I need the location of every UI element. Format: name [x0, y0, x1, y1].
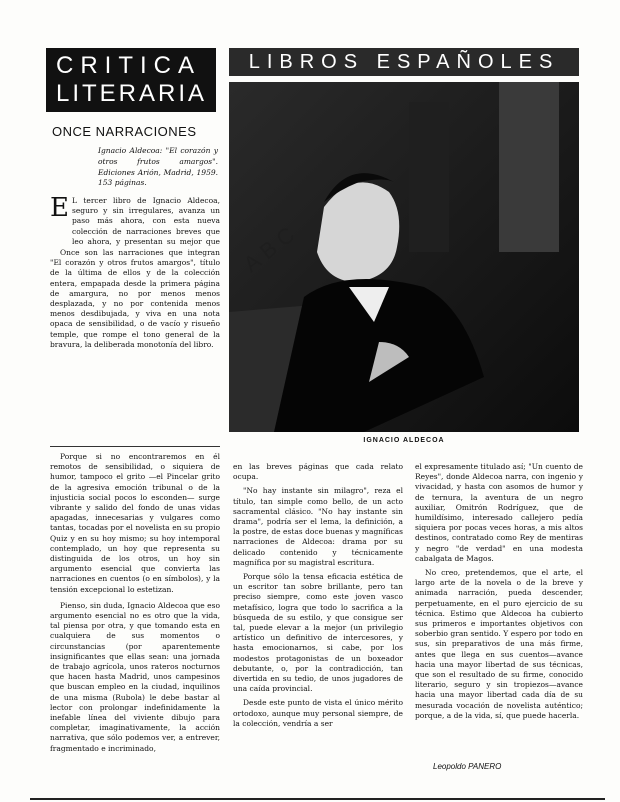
section-title-line2: LITERARIA [56, 80, 208, 107]
article-heading: ONCE NARRACIONES [52, 124, 197, 139]
column-1-bottom [50, 452, 220, 787]
paragraph: en las breves páginas que cada relato ocupa. [233, 462, 403, 482]
column-3 [415, 462, 583, 757]
paragraph: Porque sólo la tensa eficacia estética de un escritor tan sobre brillante, pero tan preciso siempre, como este joven vasco metafísico, logra que todo lo sacrifica a la búsqueda de su estilo, y que consigue ser tal, puede elevar a la mejor (un privilegio artístico un definitivo de intercesores, y hasta emocionarnos, si cabe, por los modestos protagonistas de un boxeador debutante, o, por la contradicción, tan divertida en su tedio, de unos jugadores de una caída provincial. [233, 572, 403, 694]
photo-caption: IGNACIO ALDECOA [363, 437, 445, 444]
paragraph: Porque si no encontraremos en él remotos de sensibilidad, o siquiera de humor, tampoco el grito —el Pincelar grito de la agresiva emoción tribunal o de la injusticia social pocos lo esconden— surge vibrante y salido del fondo de unas vidas apagadas, innecesarias y vulgares como tantas, tocadas por el novelista en su propio Quiz y en su hoy mismo; su hoy intemporal contemplado, un hoy que representa su distinguida de los otros, un hoy sin argumento esencial que convierta las narraciones en cuentos (o en símbolos), y la tensión excepcional lo estetizan. [50, 452, 220, 594]
column-1-top [72, 196, 220, 248]
column-2 [233, 462, 403, 787]
drop-cap: E [50, 193, 69, 223]
bottom-rule [30, 798, 605, 800]
watermark: ABC [238, 218, 304, 277]
column-divider [50, 446, 220, 447]
author-portrait-illustration [229, 82, 579, 432]
author-signature: Leopoldo PANERO [433, 762, 502, 771]
paragraph: L tercer libro de Ignacio Aldecoa, seguro y sin irregulares, avanza un paso más ahora, con esta nueva colección de narraciones breves que leo ahora, y presentan su mejor que [72, 196, 220, 246]
paragraph: Pienso, sin duda, Ignacio Aldecoa que eso argumento esencial no es otro que la vida, tal piensa por otra, y que tomando esta en cualquiera de sus momentos o circunstancias (por aparentemente insignificantes que ellas sean: una jornada de trabajo agrícola, unos rateros nocturnos que hacen hasta Madrid, unos campesinos que buscan empleo en la ciudad, inquilinos de una misma (Rubola) le debe bastar al lector con prolongar indefinidamente la inefable línea del viviente dibujo para completar, imaginativamente, la acción narrativa, que sólo podemos ver, a entrever, fragmentado e incriminado, [50, 600, 220, 753]
section-title-box [46, 48, 216, 112]
column-1-top-cont [50, 248, 220, 442]
paragraph: Desde este punto de vista el único mérito ortodoxo, aunque muy personal siempre, de la colección, vendría a ser [233, 698, 403, 728]
author-photo [229, 82, 579, 432]
paragraph: "No hay instante sin milagro", reza el título, tan simple como bello, de un acto sacramental clásico. "No hay instante sin drama", podría ser el lema, la definición, a la postre, de estas doce buenas y magníficas narraciones de Aldecoa: drama por su delicado contenido y técnicamente magnífica por su magistral escritura. [233, 486, 403, 567]
section-title-line1: CRITICA [56, 52, 201, 79]
book-citation: Ignacio Aldecoa: "El corazón y otros frutos amargos". Ediciones Arión, Madrid, 1959. 153 páginas. [98, 146, 218, 188]
paragraph: Once son las narraciones que integran "El corazón y otros frutos amargos", título de la última de ellos y de la colección entera, empapada desde la primera página de amargura, no por menos menos desplazada, y no por contenida menos menos desdibujada, y viva en una nota opaca de sensibilidad, o de vacío y risueño temple, que rompe el tono general de la bravura, la deliberada monotonía del libro. [50, 248, 220, 349]
banner-title: LIBROS ESPAÑOLES [229, 48, 579, 76]
paragraph: el expresamente titulado así; "Un cuento de Reyes", donde Aldecoa narra, con ingenio y vivacidad, y hasta con asomos de humor y de ternura, la aventura de un negro auxiliar, Omitrón Rodríguez, que de humildísimo, interesado callejero pedía siquiera por pocas veces horas, a mis altos destinos, contratado como Rey de mentiras y negro "de verdad" en una modesta cabalgata de Magos. [415, 462, 583, 563]
paragraph: No creo, pretendemos, que el arte, el largo arte de la novela o de la breve y animada narración, pueda descender, perpetuamente, en el puro ejercicio de su técnica. Estimo que Aldecoa ha cubierto sus primeros e importantes objetivos con soberbio gran sentido. Y espero por todo en sus, sin preparativos de una más firme, antes que llega en sus cuentos—avance hacia una mayor libertad de sus técnicas, que son el resultado de su firme, conocido literario, seguro y sin tropiezos—avance hacia una mayor libertad cada día de su mesurada vocación de novelista auténtico; porque, a de la vida, sí, que puede hacerla. [415, 568, 583, 720]
